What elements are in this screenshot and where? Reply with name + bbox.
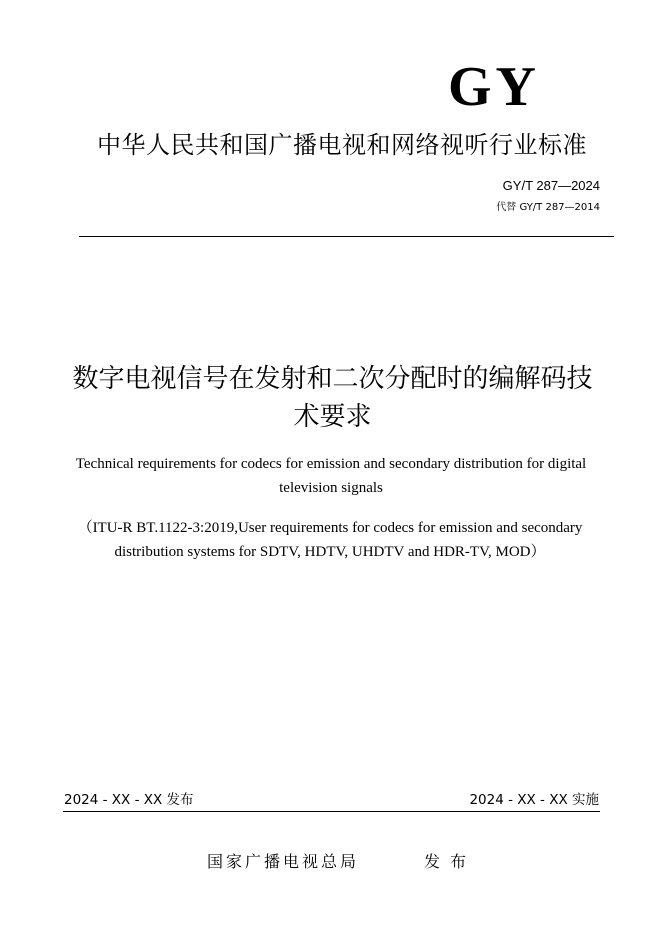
replaces-standard: 代替 GY/T 287—2014 (496, 202, 600, 213)
english-title: Technical requirements for codecs for emission and secondary distribution for digital television signals (75, 456, 587, 496)
org-title: 中华人民共和国广播电视和网络视听行业标准 (97, 131, 587, 159)
standard-number: GY/T 287—2024 (502, 178, 600, 193)
itu-reference: （ITU-R BT.1122-3:2019,User requirements for codecs for emission and secondary distribution systems for SDTV, HDTV, UHDTV and HDR-TV, MOD） (77, 520, 583, 560)
issuer: 国家广播电视总局 (207, 852, 360, 871)
issue-label: 发布 (424, 852, 477, 871)
publish-date: 2024 - XX - XX 发布 (64, 792, 194, 808)
gy-logo: GY (448, 56, 540, 118)
chinese-title: 数字电视信号在发射和二次分配时的编解码技术要求 (72, 364, 593, 432)
header-divider (79, 236, 614, 237)
footer-divider (63, 811, 600, 812)
implement-date: 2024 - XX - XX 实施 (469, 792, 599, 808)
